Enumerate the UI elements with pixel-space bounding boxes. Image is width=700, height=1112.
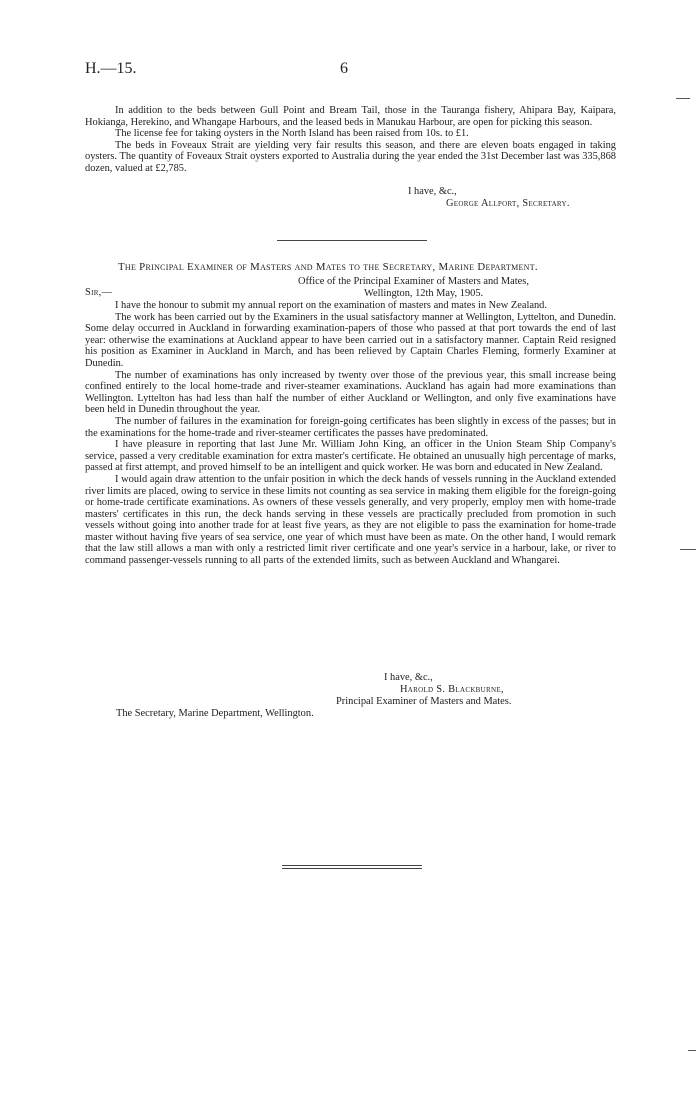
letter2-paragraph: The number of examinations has only increased by twenty over those of the previous year, this small increase being confined entirely to the local home-trade and river-steamer examinations. Auckland has again had more examinations than Wellington. Lyttelton has had less than half the number of either Auckland or Wellington, and only five examinations have been held in Dunedin throughout the year. [85,369,616,416]
letter2-salutation: Sir,— [85,287,113,298]
letter1-signature: George Allport, Secretary. [446,198,570,209]
letter2-closing: I have, &c., [384,672,433,683]
letter1-closing: I have, &c., [408,186,457,197]
letter1-paragraph: The license fee for taking oysters in the North Island has been raised from 10s. to £1. [115,128,469,140]
letter2-heading: The Principal Examiner of Masters and Mates to the Secretary, Marine Department. [118,261,538,273]
page-end-rule [282,868,422,869]
page-end-rule [282,865,422,866]
letter2-signature-title: Principal Examiner of Masters and Mates. [336,696,512,707]
margin-mark [676,98,690,99]
margin-mark [688,1050,696,1051]
letter1-paragraph: The beds in Foveaux Strait are yielding very fair results this season, and there are eleven boats engaged in taking oysters. The quantity of Foveaux Strait oysters exported to Australia during the year ended the 31st December last was 335,868 dozen, valued at £2,785. [85,139,616,174]
margin-mark [680,549,696,550]
letter2-body [85,300,616,567]
letter2-paragraph: I would again draw attention to the unfair position in which the deck hands of vessels running in the Auckland extended river limits are placed, owing to service in these limits not counting as sea service in making them eligible for the foreign-going or home-trade certificate examinations. As owners of these vessels generally, and very properly, employ men with home-trade masters' certificates in this run, the deck hands serving in these vessels are practically precluded from promotion in such vessels without going into another trade for at least five years, as they are not eligible to pass the examination for home-trade master without having five years of sea service, one year of which must have been as mate. On the other hand, I would remark that the law still allows a man with only a restricted limit river certificate and one year's service in a harbour, lake, or river to command passenger-vessels running to all parts of the extended limits, such as between Auckland and Whangarei. [85,473,616,567]
letter1-body [85,105,616,175]
section-divider [277,240,427,241]
page-number: 6 [340,60,348,77]
letter2-office: Office of the Principal Examiner of Masters and Mates, [298,276,529,287]
letter2-paragraph: The number of failures in the examination for foreign-going certificates has been slightly in excess of the passes; but in the examinations for the home-trade and river-steamer certificates the passes have predominated. [85,415,616,439]
letter2-paragraph: I have the honour to submit my annual report on the examination of masters and mates in New Zealand. [115,300,547,311]
letter1-paragraph: In addition to the beds between Gull Point and Bream Tail, those in the Tauranga fishery, Ahipara Bay, Kaipara, Hokianga, Herekino, and Whangape Harbours, and the leased beds in Manukau Harbour, are open for picking this season. [85,105,616,128]
parliamentary-paper-reference: H.—15. [85,60,137,77]
letter2-signature-name: Harold S. Blackburne, [400,684,504,695]
letter2-paragraph: I have pleasure in reporting that last June Mr. William John King, an officer in the Union Steam Ship Company's service, passed a very creditable examination for extra master's certificate. He obtained an unusually high percentage of marks, passed at first attempt, and proved himself to be an intelligent and quick worker. He was born and educated in New Zealand. [85,439,616,474]
letter2-place-date: Wellington, 12th May, 1905. [364,288,484,299]
letter2-paragraph: The work has been carried out by the Examiners in the usual satisfactory manner at Wellington, Lyttelton, and Dunedin. Some delay occurred in Auckland in forwarding examination-papers of those who passed at that port towards the end of last year: otherwise the examinations at Auckland appear to have been carried out in a satisfactory manner. Captain Reid resigned his position as Examiner in Auckland in March, and has been relieved by Captain Charles Fleming, formerly Examiner at Dunedin. [85,311,616,369]
letter2-addressee: The Secretary, Marine Department, Wellington. [116,708,314,719]
